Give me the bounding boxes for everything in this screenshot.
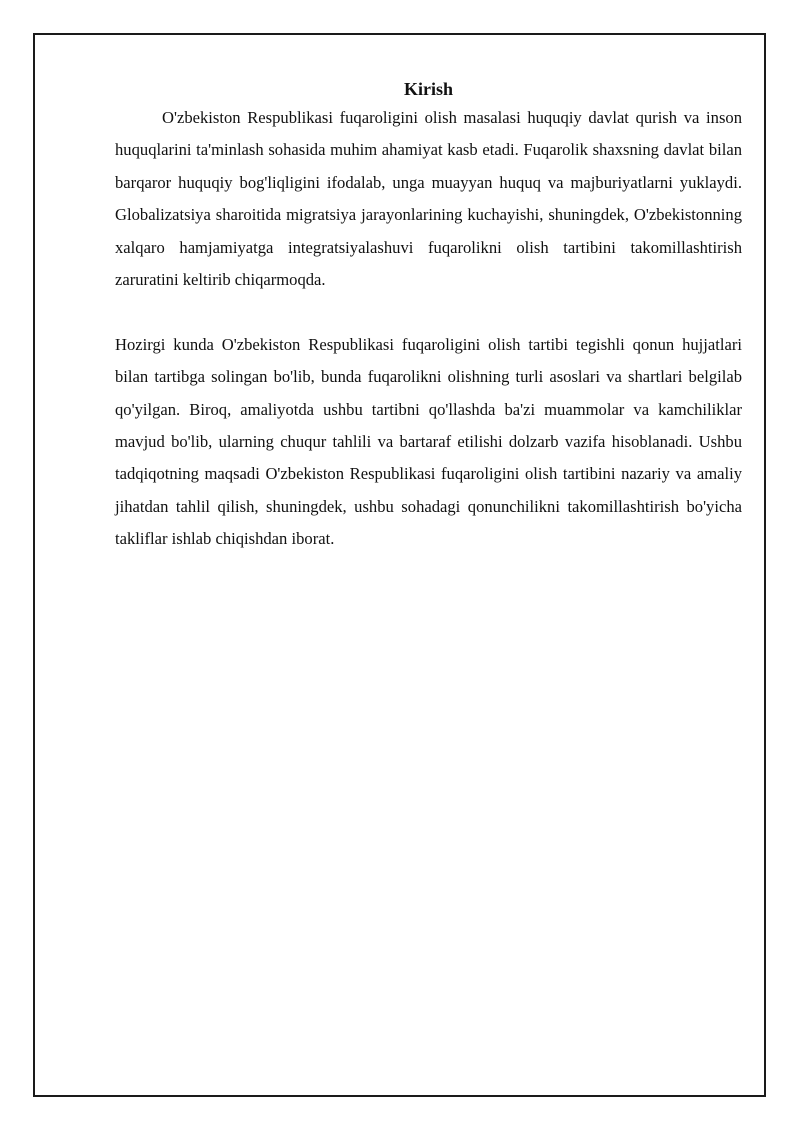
- document-body: [115, 76, 742, 556]
- paragraph-current-state: Hozirgi kunda O'zbekiston Respublikasi fuqaroligini olish tartibi tegishli qonun hujjatlari bilan tartibga solingan bo'lib, bunda fuqarolikni olishning turli asoslari va shartlari belgilab qo'yilgan. Biroq, amaliyotda ushbu tartibni qo'llashda ba'zi muammolar va kamchiliklar mavjud bo'lib, ularning chuqur tahlili va bartaraf etilishi dolzarb vazifa hisoblanadi. Ushbu tadqiqotning maqsadi O'zbekiston Respublikasi fuqaroligini olish tartibini nazariy va amaliy jihatdan tahlil qilish, shuningdek, ushbu sohadagi qonunchilikni takomillashtirish bo'yicha takliflar ishlab chiqishdan iborat.: [115, 334, 742, 549]
- paragraph-intro: O'zbekiston Respublikasi fuqaroligini olish masalasi huquqiy davlat qurish va inson huquqlarini ta'minlash sohasida muhim ahamiyat kasb etadi. Fuqarolik shaxsning davlat bilan barqaror huquqiy bog'liqligini ifodalab, unga muayyan huquq va majburiyatlarni yuklaydi. Globalizatsiya sharoitida migratsiya jarayonlarining kuchayishi, shuningdek, O'zbekistonning xalqaro hamjamiyatga integratsiyalashuvi fuqarolikni olish tartibini takomillashtirish zaruratini keltirib chiqarmoqda.: [115, 108, 742, 290]
- section-title: Kirish: [403, 79, 453, 99]
